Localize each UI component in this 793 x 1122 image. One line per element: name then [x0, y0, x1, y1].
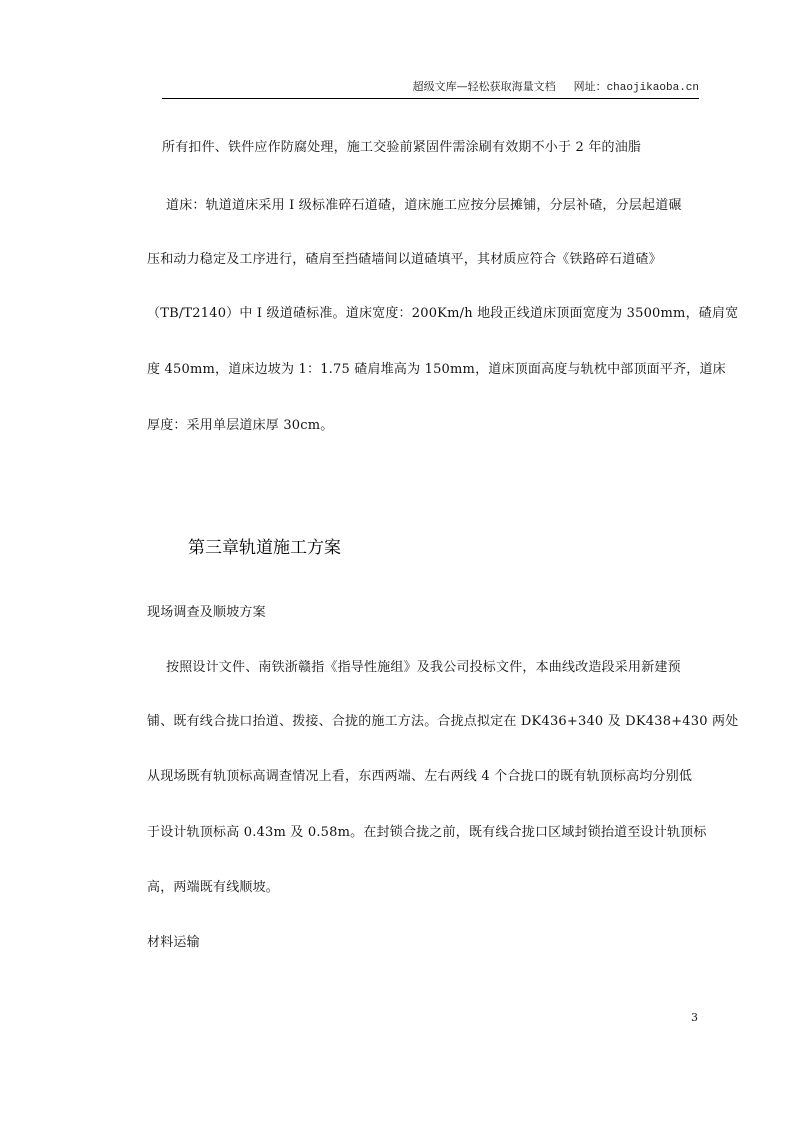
paragraph-line: 按照设计文件、南铁浙赣指《指导性施组》及我公司投标文件，本曲线改造段采用新建预	[166, 660, 681, 675]
header-rule	[162, 98, 699, 99]
section-title: 现场调查及顺坡方案	[147, 605, 266, 620]
paragraph-line: 压和动力稳定及工序进行，碴肩至挡碴墙间以道碴填平，其材质应符合《铁路碎石道碴》	[147, 252, 662, 267]
chapter-title: 第三章轨道施工方案	[188, 538, 341, 558]
paragraph-line: 于设计轨顶标高 0.43m 及 0.58m。在封锁合拢之前，既有线合拢口区域封锁抬道至设计轨顶标	[147, 825, 707, 840]
paragraph-line: 所有扣件、铁件应作防腐处理，施工交验前紧固件需涂刷有效期不小于 2 年的油脂	[162, 140, 642, 155]
paragraph-line: 道床：轨道道床采用 I 级标准碎石道碴，道床施工应按分层摊铺，分层补碴，分层起道碾	[166, 198, 682, 213]
paragraph-line: 厚度：采用单层道床厚 30cm。	[147, 418, 334, 433]
section-title: 材料运输	[147, 935, 200, 950]
paragraph-line: 铺、既有线合拢口抬道、拨接、合拢的施工方法。合拢点拟定在 DK436+340 及 DK438+430 两处	[147, 714, 739, 729]
page-header	[162, 78, 699, 100]
header-library-text: 超级文库—轻松获取海量文档	[412, 80, 556, 93]
paragraph-line: 度 450mm，道床边坡为 1：1.75 碴肩堆高为 150mm，道床顶面高度与轨枕中部顶面平齐，道床	[147, 362, 726, 377]
paragraph-line: （TB/T2140）中 I 级道碴标准。道床宽度：200Km/h 地段正线道床顶面宽度为 3500mm，碴肩宽	[147, 306, 739, 321]
paragraph-line: 高，两端既有线顺坡。	[147, 880, 280, 895]
header-site-label: 网址：	[573, 80, 607, 93]
header-site-url: chaojikaoba.cn	[606, 82, 699, 94]
paragraph-line: 从现场既有轨顶标高调查情况上看，东西两端、左右两线 4 个合拢口的既有轨顶标高均分别低	[147, 769, 693, 784]
page-number: 3	[691, 1011, 698, 1024]
